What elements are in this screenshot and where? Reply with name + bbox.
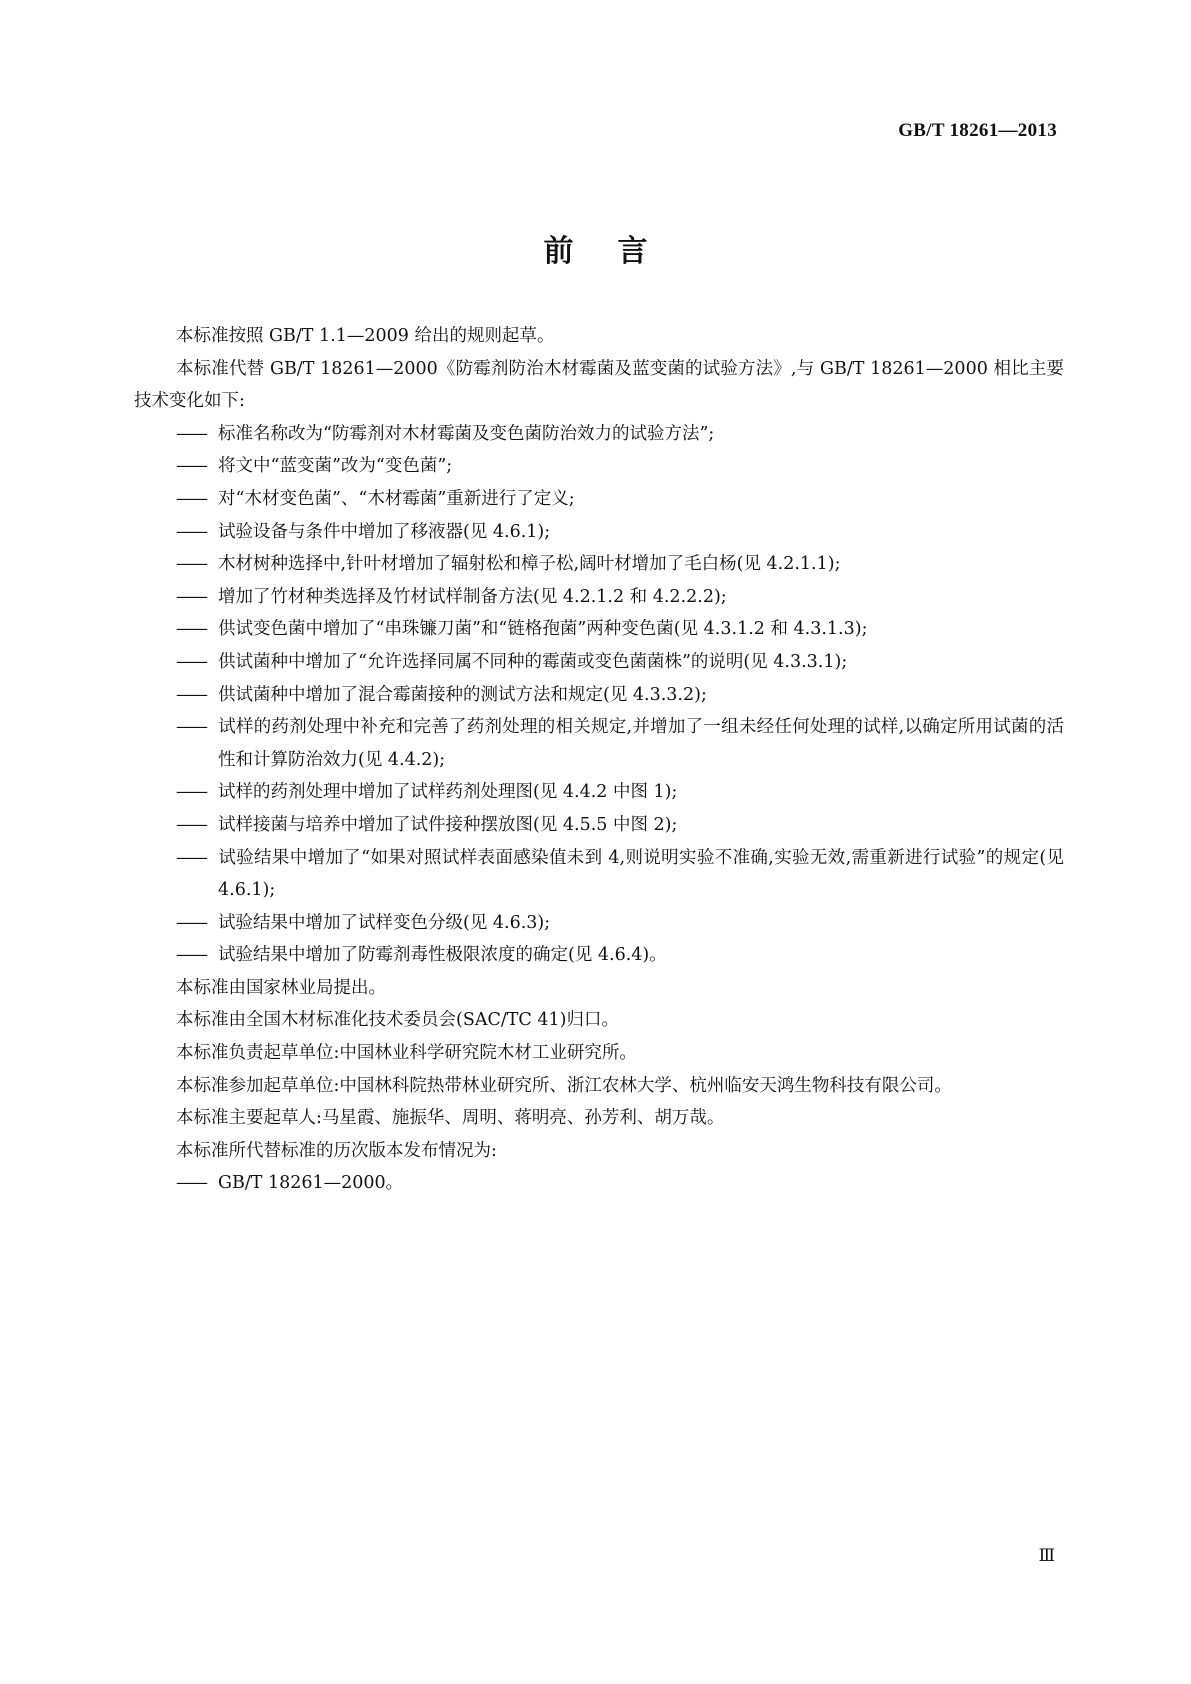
change-list-item (134, 679, 1064, 712)
change-list-item-text: 试样的药剂处理中增加了试样药剂处理图(见 4.4.2 中图 1); (218, 782, 678, 803)
change-list-item-text: 对“木材变色菌”、“木材霉菌”重新进行了定义; (218, 488, 575, 509)
dash-marker: —— (176, 554, 205, 575)
dash-marker: —— (176, 456, 205, 477)
document-body (134, 320, 1064, 1200)
dash-marker: —— (176, 912, 205, 933)
change-list-item-text: 试验结果中增加了试样变色分级(见 4.6.3); (218, 912, 551, 933)
dash-marker: —— (176, 423, 205, 444)
change-list-item-text: 将文中“蓝变菌”改为“变色菌”; (218, 456, 453, 477)
change-list-item (134, 842, 1064, 907)
dash-marker: —— (176, 651, 205, 672)
change-list-item (134, 939, 1064, 972)
closing-paragraph: 本标准由全国木材标准化技术委员会(SAC/TC 41)归口。 (176, 1010, 619, 1031)
intro-paragraph: 本标准按照 GB/T 1.1—2009 给出的规则起草。 (176, 326, 555, 346)
change-list-item-text: 标准名称改为“防霉剂对木材霉菌及变色菌防治效力的试验方法”; (218, 423, 715, 444)
closing-paragraph: 本标准主要起草人:马星霞、施振华、周明、蒋明亮、孙芳利、胡万哉。 (176, 1108, 725, 1129)
change-list-item-text: 试样的药剂处理中补充和完善了药剂处理的相关规定,并增加了一组未经任何处理的试样,以确定所用试菌的活性和计算防治效力(见 4.4.2); (218, 717, 1064, 770)
dash-marker: —— (176, 945, 205, 966)
change-list-item-text: 供试菌种中增加了混合霉菌接种的测试方法和规定(见 4.3.3.2); (218, 684, 707, 705)
change-list-item (134, 776, 1064, 809)
change-list-item (134, 418, 1064, 451)
change-list-item-text: 供试变色菌中增加了“串珠镰刀菌”和“链格孢菌”两种变色菌(见 4.3.1.2 和 4.3.1.3); (218, 619, 868, 640)
intro-paragraph: 本标准代替 GB/T 18261—2000《防霉剂防治木材霉菌及蓝变菌的试验方法》,与 GB/T 18261—2000 相比主要技术变化如下: (134, 358, 1064, 412)
change-list-item (134, 581, 1064, 614)
change-list-item-text: 试验结果中增加了防霉剂毒性极限浓度的确定(见 4.6.4)。 (218, 945, 667, 966)
closing-paragraph: 本标准所代替标准的历次版本发布情况为: (176, 1140, 497, 1161)
dash-marker: —— (176, 814, 205, 835)
dash-marker: —— (176, 619, 205, 640)
dash-marker: —— (176, 684, 205, 705)
dash-marker: —— (176, 782, 205, 803)
change-list-item (134, 809, 1064, 842)
change-list-item-text: 试样接菌与培养中增加了试件接种摆放图(见 4.5.5 中图 2); (218, 814, 678, 835)
dash-marker: —— (176, 717, 205, 738)
history-list-item-text: GB/T 18261—2000。 (218, 1173, 404, 1194)
change-list-item-text: 增加了竹材种类选择及竹材试样制备方法(见 4.2.1.2 和 4.2.2.2); (218, 586, 727, 607)
dash-marker: —— (176, 1173, 205, 1194)
change-list-item-text: 木材树种选择中,针叶材增加了辐射松和樟子松,阔叶材增加了毛白杨(见 4.2.1.1); (218, 554, 841, 575)
change-list-item (134, 483, 1064, 516)
change-list-item (134, 711, 1064, 776)
dash-marker: —— (176, 586, 205, 607)
history-list-item (134, 1167, 1064, 1200)
dash-marker: —— (176, 488, 205, 509)
change-list-item (134, 613, 1064, 646)
closing-paragraph: 本标准负责起草单位:中国林业科学研究院木材工业研究所。 (176, 1043, 637, 1064)
change-list-item (134, 907, 1064, 940)
closing-paragraph: 本标准参加起草单位:中国林科院热带林业研究所、浙江农林大学、杭州临安天鸿生物科技有限公司。 (176, 1075, 952, 1096)
dash-marker: —— (176, 521, 205, 542)
change-list-item (134, 548, 1064, 581)
standard-code-header: GB/T 18261—2013 (898, 120, 1057, 141)
page-number: Ⅲ (1038, 1546, 1055, 1565)
change-list-item-text: 试验设备与条件中增加了移液器(见 4.6.1); (218, 521, 551, 542)
change-list-item-text: 试验结果中增加了“如果对照试样表面感染值未到 4,则说明实验不准确,实验无效,需重新进行试验”的规定(见 4.6.1); (218, 847, 1064, 901)
closing-paragraph: 本标准由国家林业局提出。 (176, 977, 386, 998)
change-list-item (134, 646, 1064, 679)
change-list-item-text: 供试菌种中增加了“允许选择同属不同种的霉菌或变色菌菌株”的说明(见 4.3.3.1); (218, 651, 848, 672)
change-list-item (134, 450, 1064, 483)
change-list-item (134, 516, 1064, 549)
dash-marker: —— (176, 847, 205, 868)
page-title: 前言 (543, 234, 692, 269)
